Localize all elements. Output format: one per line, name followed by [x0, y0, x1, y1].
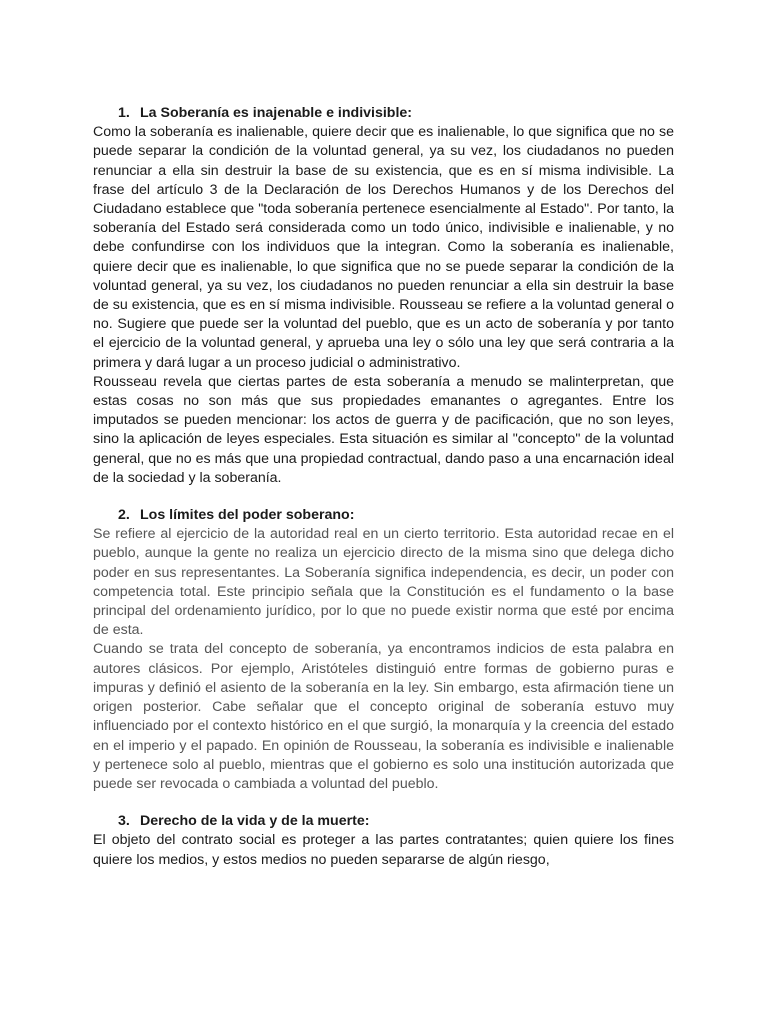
paragraph: Se refiere al ejercicio de la autoridad real en un cierto territorio. Esta autoridad recae en el pueblo, aunque la gente no realiza un ejercicio directo de la misma sino que delega dicho poder en sus representantes. La Soberanía significa independencia, es decir, un poder con competencia total. Este principio señala que la Constitución es el fundamento o la base principal del ordenamiento jurídico, por lo que no puede existir norma que esté por encima de esta.: [93, 526, 674, 639]
section-heading: [93, 104, 674, 123]
section-title: Derecho de la vida y de la muerte:: [140, 813, 370, 830]
section-number: 1.: [118, 105, 130, 121]
section-2: [93, 506, 674, 794]
section-title: Los límites del poder soberano:: [140, 507, 355, 524]
section-number: 3.: [118, 813, 130, 830]
section-number: 2.: [118, 507, 130, 524]
section-3: [93, 812, 674, 870]
paragraph: Rousseau revela que ciertas partes de esta soberanía a menudo se malinterpretan, que estas cosas no son más que sus propiedades emanantes o agregantes. Entre los imputados se pueden mencionar: los actos de guerra y de pacificación, que no son leyes, sino la aplicación de leyes especiales. Esta situación es similar al "concepto" de la voluntad general, que no es más que una propiedad contractual, dando paso a una encarnación ideal de la sociedad y la soberanía.: [93, 373, 674, 486]
paragraph: El objeto del contrato social es proteger a las partes contratantes; quien quiere los fines quiere los medios, y estos medios no pueden separarse de algún riesgo,: [93, 832, 674, 868]
section-heading: [93, 812, 674, 831]
section-title: La Soberanía es inajenable e indivisible:: [140, 105, 413, 121]
section-1: [93, 104, 674, 488]
section-heading: [93, 506, 674, 525]
paragraph: Como la soberanía es inalienable, quiere decir que es inalienable, lo que significa que no se puede separar la condición de la voluntad general, ya su vez, los ciudadanos no pueden renunciar a ella sin destruir la base de su existencia, que es en sí misma indivisible. La frase del artículo 3 de la Declaración de los Derechos Humanos y de los Derechos del Ciudadano establece que "toda soberanía pertenece esencialmente al Estado". Por tanto, la soberanía del Estado será considerada como un todo único, indivisible e inalienable, y no debe confundirse con los individuos que la integran. Como la soberanía es inalienable, quiere decir que es inalienable, lo que significa que no se puede separar la condición de la voluntad general, ya su vez, los ciudadanos no pueden renunciar a ella sin destruir la base de su existencia, que es en sí misma indivisible. Rousseau se refiere a la voluntad general o no. Sugiere que puede ser la voluntad del pueblo, que es un acto de soberanía y por tanto el ejercicio de la voluntad general, y aprueba una ley o sólo una ley que será contraria a la primera y dará lugar a un proceso judicial o administrativo.: [93, 124, 674, 371]
document-page: [93, 104, 674, 870]
paragraph: Cuando se trata del concepto de soberanía, ya encontramos indicios de esta palabra en autores clásicos. Por ejemplo, Aristóteles distinguió entre formas de gobierno puras e impuras y definió el asiento de la soberanía en la ley. Sin embargo, esta afirmación tiene un origen posterior. Cabe señalar que el concepto original de soberanía estuvo muy influenciado por el contexto histórico en el que surgió, la monarquía y la creencia del estado en el imperio y el papado. En opinión de Rousseau, la soberanía es indivisible e inalienable y pertenece solo al pueblo, mientras que el gobierno es solo una institución autorizada que puede ser revocada o cambiada a voluntad del pueblo.: [93, 641, 674, 792]
